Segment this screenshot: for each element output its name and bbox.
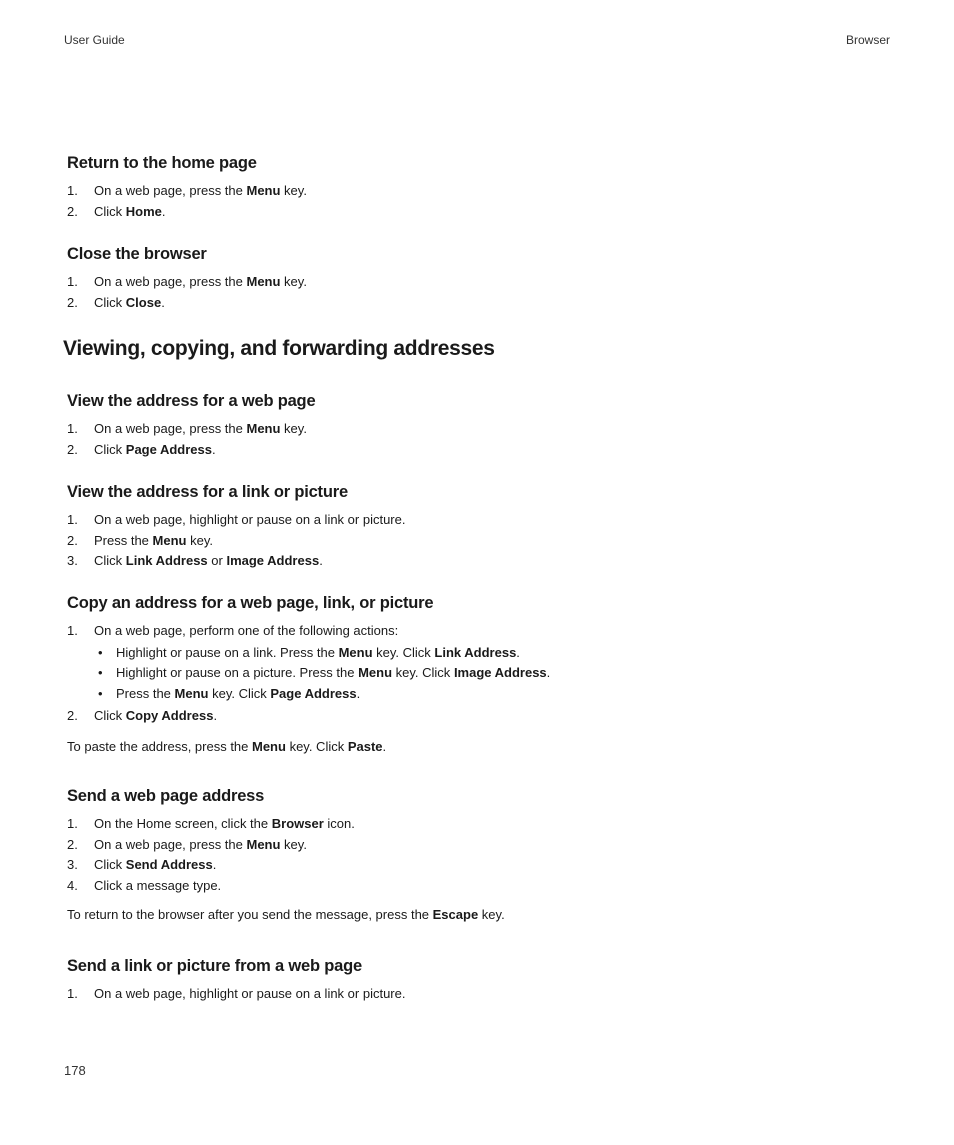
step-number: 1. <box>67 183 78 198</box>
step-text: key. <box>280 274 307 289</box>
bullet-item <box>94 643 887 664</box>
step-text: . <box>319 553 323 568</box>
note-bold: Escape <box>432 907 479 922</box>
step-text: key. <box>186 532 213 548</box>
step-number: 3. <box>67 857 78 872</box>
step-text: On a web page, press the <box>94 836 247 852</box>
chapter-heading: Viewing, copying, and forwarding addresses <box>63 337 495 360</box>
note-text: To paste the address, press the <box>67 738 252 754</box>
step-text: On a web page, perform one of the following actions: <box>94 623 399 638</box>
step <box>67 293 887 314</box>
step-text: . <box>212 441 216 457</box>
step-text: Press the <box>94 532 153 548</box>
note-text: key. <box>478 907 505 922</box>
step <box>67 835 887 856</box>
step-bold: Image Address <box>226 553 320 568</box>
step-text: Click <box>94 441 126 457</box>
note-bold: Paste <box>347 738 383 754</box>
steps-list <box>67 272 887 313</box>
steps-list <box>67 621 887 727</box>
bullet-bold: Image Address <box>453 665 547 680</box>
step-number: 3. <box>67 553 78 568</box>
step-text: Click a message type. <box>94 877 222 893</box>
step-bold: Home <box>125 203 162 219</box>
running-header-right: Browser <box>845 33 890 47</box>
step-number: 1. <box>67 986 78 1001</box>
step <box>67 419 887 440</box>
section-heading: View the address for a link or picture <box>67 483 348 501</box>
step-text: key. <box>280 836 307 852</box>
step-text: key. <box>280 421 307 436</box>
steps-list <box>67 181 887 222</box>
step <box>67 855 887 876</box>
step-bold: Link Address <box>125 553 208 568</box>
bullet-text: . <box>546 665 551 680</box>
section-heading: Close the browser <box>67 245 207 263</box>
note-paragraph <box>67 905 887 925</box>
step-text: or <box>207 553 227 568</box>
note-text: . <box>382 738 387 754</box>
step-text: Click <box>94 294 126 310</box>
page-number: 178 <box>64 1063 86 1078</box>
section-heading: Copy an address for a web page, link, or picture <box>67 594 434 612</box>
step-text: On a web page, highlight or pause on a link or picture. <box>94 986 406 1001</box>
step-text: On a web page, press the <box>94 274 247 289</box>
step-text: Click <box>94 708 126 723</box>
section-heading: Send a link or picture from a web page <box>67 957 362 975</box>
note-text: key. Click <box>285 738 348 754</box>
step-text: . <box>161 294 165 310</box>
section-send-link <box>67 957 887 1005</box>
step <box>67 181 887 202</box>
step-text: On a web page, press the <box>94 421 247 436</box>
step-number: 2. <box>67 294 78 310</box>
bullet-bold: Menu <box>358 665 393 680</box>
bullet-symbol: • <box>98 644 103 660</box>
running-header-left: User Guide <box>64 33 125 47</box>
step-bold: Menu <box>246 274 281 289</box>
step-number: 2. <box>67 708 78 723</box>
step-number: 1. <box>67 512 78 527</box>
bullet-list <box>94 643 887 705</box>
step-number: 2. <box>67 203 78 219</box>
bullet-text: Highlight or pause on a picture. Press the <box>116 665 359 680</box>
step-number: 2. <box>67 441 78 457</box>
step-bold: Menu <box>246 421 281 436</box>
step-number: 1. <box>67 816 78 831</box>
bullet-item <box>94 663 887 684</box>
step-text: Click <box>94 553 126 568</box>
bullet-bold: Menu <box>338 644 373 660</box>
bullet-symbol: • <box>98 685 103 701</box>
bullet-bold: Menu <box>174 685 209 701</box>
bullet-text: Highlight or pause on a link. Press the <box>116 644 339 660</box>
step-number: 4. <box>67 877 78 893</box>
note-bold: Menu <box>252 738 286 754</box>
step <box>67 440 887 461</box>
step-bold: Menu <box>152 532 187 548</box>
steps-list <box>67 984 887 1005</box>
step-text: . <box>212 857 217 872</box>
step-text: . <box>161 203 166 219</box>
section-heading: Send a web page address <box>67 787 265 805</box>
step-bold: Send Address <box>125 857 213 872</box>
steps-list <box>67 419 887 460</box>
step-bold: Page Address <box>125 441 213 457</box>
step <box>67 706 887 727</box>
step-number: 1. <box>67 274 78 289</box>
section-view-link-address <box>67 483 887 572</box>
section-send-page-address <box>67 787 887 925</box>
step <box>67 510 887 531</box>
bullet-symbol: • <box>98 665 103 680</box>
step <box>67 551 887 572</box>
step <box>67 531 887 552</box>
bullet-bold: Link Address <box>434 644 517 660</box>
step-text: . <box>213 708 218 723</box>
section-return-home <box>67 154 887 222</box>
bullet-bold: Page Address <box>270 685 357 701</box>
step <box>67 621 887 704</box>
step-text: Click <box>94 203 126 219</box>
section-copy-address <box>67 594 887 757</box>
step <box>67 814 887 835</box>
bullet-text: key. Click <box>372 644 435 660</box>
step <box>67 876 887 897</box>
note-paragraph <box>67 737 887 757</box>
note-text: To return to the browser after you send the message, press the <box>67 907 433 922</box>
section-view-page-address <box>67 392 887 460</box>
step-text: On a web page, highlight or pause on a link or picture. <box>94 512 406 527</box>
step-text: Click <box>94 857 126 872</box>
step-text: icon. <box>323 816 355 831</box>
step <box>67 202 887 223</box>
step-number: 2. <box>67 532 78 548</box>
step-text: key. <box>280 183 307 198</box>
step-number: 2. <box>67 836 78 852</box>
bullet-text: . <box>356 685 361 701</box>
bullet-text: . <box>516 644 520 660</box>
step <box>67 272 887 293</box>
step <box>67 984 887 1005</box>
step-bold: Close <box>125 294 162 310</box>
bullet-text: Press the <box>116 685 175 701</box>
step-bold: Copy Address <box>125 708 214 723</box>
section-heading: Return to the home page <box>67 154 257 172</box>
step-bold: Browser <box>271 816 324 831</box>
step-number: 1. <box>67 421 78 436</box>
section-heading: View the address for a web page <box>67 392 316 410</box>
step-text: On a web page, press the <box>94 183 247 198</box>
step-bold: Menu <box>246 836 281 852</box>
step-text: On the Home screen, click the <box>94 816 272 831</box>
bullet-text: key. Click <box>392 665 454 680</box>
bullet-item <box>94 684 887 705</box>
steps-list <box>67 814 887 896</box>
section-close-browser <box>67 245 887 313</box>
step-number: 1. <box>67 623 78 638</box>
bullet-text: key. Click <box>208 685 271 701</box>
step-bold: Menu <box>246 183 281 198</box>
steps-list <box>67 510 887 572</box>
